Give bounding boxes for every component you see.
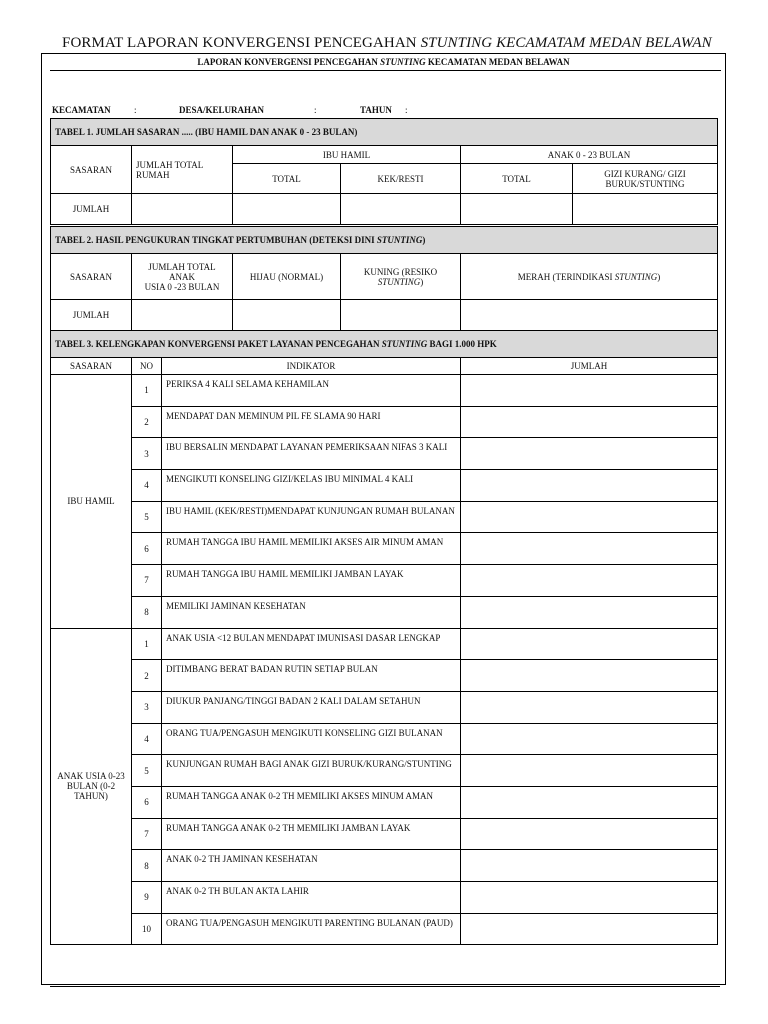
desa-label: DESA/KELURAHAN: [179, 105, 265, 115]
t3-row-jumlah-cell[interactable]: [461, 628, 718, 660]
t3-row-jumlah-cell[interactable]: [461, 786, 718, 818]
t3-row-indikator: KUNJUNGAN RUMAH BAGI ANAK GIZI BURUK/KURANG/STUNTING: [162, 755, 461, 787]
t3-indikator-header: INDIKATOR: [162, 358, 461, 375]
t2-cell[interactable]: [132, 300, 233, 331]
t2-merah-header: MERAH (TERINDIKASI STUNTING): [461, 254, 718, 300]
t3-row-jumlah-cell[interactable]: [461, 375, 718, 407]
table-row: [51, 755, 718, 787]
t3-row-jumlah-cell[interactable]: [461, 882, 718, 914]
t3-row-no: 9: [132, 882, 162, 914]
t3-row-indikator: RUMAH TANGGA ANAK 0-2 TH MEMILIKI JAMBAN LAYAK: [162, 818, 461, 850]
t3-row-indikator: ORANG TUA/PENGASUH MENGIKUTI KONSELING GIZI BULANAN: [162, 723, 461, 755]
title-rule: [50, 70, 721, 71]
table-row: [51, 438, 718, 470]
t3-header-row: [51, 358, 718, 375]
t3-row-no: 3: [132, 438, 162, 470]
table-row: [51, 913, 718, 945]
t1-ibu-hamil-header: IBU HAMIL: [233, 146, 461, 164]
t1-anak-total-header: TOTAL: [461, 164, 573, 194]
t3-row-jumlah-cell[interactable]: [461, 533, 718, 565]
t3-row-no: 10: [132, 913, 162, 945]
t3-row-jumlah-cell[interactable]: [461, 850, 718, 882]
t3-row-no: 2: [132, 660, 162, 692]
table-row: [51, 818, 718, 850]
t3-row-no: 8: [132, 850, 162, 882]
t3-anak-group: [51, 628, 718, 945]
t1-cell[interactable]: [132, 194, 233, 225]
tabel-2: [50, 226, 718, 331]
t3-row-indikator: DIUKUR PANJANG/TINGGI BADAN 2 KALI DALAM SETAHUN: [162, 691, 461, 723]
t3-group-label: IBU HAMIL: [51, 375, 132, 629]
t3-row-no: 4: [132, 470, 162, 502]
t1-sasaran-header: SASARAN: [51, 146, 132, 194]
desa-colon: :: [314, 105, 317, 115]
t3-row-no: 3: [132, 691, 162, 723]
t3-row-no: 7: [132, 818, 162, 850]
t2-jumlah-label: JUMLAH: [51, 300, 132, 331]
tabel-1-title: TABEL 1. JUMLAH SASARAN ..... (IBU HAMIL DAN ANAK 0 - 23 BULAN): [51, 119, 718, 146]
t3-row-indikator: DITIMBANG BERAT BADAN RUTIN SETIAP BULAN: [162, 660, 461, 692]
t3-row-no: 6: [132, 533, 162, 565]
t2-sasaran-header: SASARAN: [51, 254, 132, 300]
kecamatan-label: KECAMATAN: [52, 105, 111, 115]
tabel-3-title: TABEL 3. KELENGKAPAN KONVERGENSI PAKET LAYANAN PENCEGAHAN STUNTING BAGI 1.000 HPK: [51, 331, 718, 358]
tabel-3: [50, 330, 718, 945]
t3-row-no: 7: [132, 565, 162, 597]
t3-jumlah-header: JUMLAH: [461, 358, 718, 375]
t3-row-indikator: IBU HAMIL (KEK/RESTI)MENDAPAT KUNJUNGAN RUMAH BULANAN: [162, 501, 461, 533]
t1-cell[interactable]: [341, 194, 461, 225]
t3-row-no: 2: [132, 406, 162, 438]
t3-row-jumlah-cell[interactable]: [461, 596, 718, 628]
t3-row-jumlah-cell[interactable]: [461, 723, 718, 755]
t2-cell[interactable]: [233, 300, 341, 331]
t3-group-label: ANAK USIA 0-23 BULAN (0-2 TAHUN): [51, 628, 132, 945]
t3-row-indikator: RUMAH TANGGA ANAK 0-2 TH MEMILIKI AKSES MINUM AMAN: [162, 786, 461, 818]
t2-cell[interactable]: [461, 300, 718, 331]
t3-row-jumlah-cell[interactable]: [461, 755, 718, 787]
table-row: [51, 596, 718, 628]
table-row: [51, 470, 718, 502]
table-row: [51, 406, 718, 438]
t2-jumlah-total-anak-header: JUMLAH TOTAL ANAK USIA 0 -23 BULAN: [132, 254, 233, 300]
t2-kuning-header: KUNING (RESIKO STUNTING): [341, 254, 461, 300]
bottom-rule: [50, 986, 720, 987]
t3-row-indikator: PERIKSA 4 KALI SELAMA KEHAMILAN: [162, 375, 461, 407]
t3-no-header: NO: [132, 358, 162, 375]
t1-cell[interactable]: [233, 194, 341, 225]
table-row: [51, 628, 718, 660]
t3-row-indikator: MEMILIKI JAMINAN KESEHATAN: [162, 596, 461, 628]
t1-jumlah-total-rumah-header: JUMLAH TOTAL RUMAH: [132, 146, 233, 194]
t3-row-jumlah-cell[interactable]: [461, 501, 718, 533]
t3-row-indikator: MENDAPAT DAN MEMINUM PIL FE SLAMA 90 HARI: [162, 406, 461, 438]
t3-row-jumlah-cell[interactable]: [461, 660, 718, 692]
t3-row-jumlah-cell[interactable]: [461, 565, 718, 597]
tabel-2-title-row: [51, 227, 718, 254]
table-row: [51, 660, 718, 692]
t3-row-no: 6: [132, 786, 162, 818]
t3-row-indikator: ANAK 0-2 TH JAMINAN KESEHATAN: [162, 850, 461, 882]
t3-row-indikator: IBU BERSALIN MENDAPAT LAYANAN PEMERIKSAAN NIFAS 3 KALI: [162, 438, 461, 470]
t3-row-indikator: ORANG TUA/PENGASUH MENGIKUTI PARENTING BULANAN (PAUD): [162, 913, 461, 945]
t3-row-jumlah-cell[interactable]: [461, 691, 718, 723]
kecamatan-colon: :: [134, 105, 137, 115]
t1-cell[interactable]: [573, 194, 718, 225]
t3-row-no: 5: [132, 501, 162, 533]
t3-row-indikator: ANAK 0-2 TH BULAN AKTA LAHIR: [162, 882, 461, 914]
table-row: [51, 850, 718, 882]
tabel-1: [50, 118, 718, 225]
t3-row-indikator: ANAK USIA <12 BULAN MENDAPAT IMUNISASI DASAR LENGKAP: [162, 628, 461, 660]
t3-row-jumlah-cell[interactable]: [461, 470, 718, 502]
report-frame: [41, 53, 726, 985]
t1-cell[interactable]: [461, 194, 573, 225]
table-row: [51, 375, 718, 407]
table-row: [51, 723, 718, 755]
t1-kek-header: KEK/RESTI: [341, 164, 461, 194]
doc-title: LAPORAN KONVERGENSI PENCEGAHAN STUNTING KECAMATAN MEDAN BELAWAN: [197, 57, 570, 67]
t1-ibu-total-header: TOTAL: [233, 164, 341, 194]
t3-row-indikator: RUMAH TANGGA IBU HAMIL MEMILIKI AKSES AIR MINUM AMAN: [162, 533, 461, 565]
t3-row-indikator: RUMAH TANGGA IBU HAMIL MEMILIKI JAMBAN LAYAK: [162, 565, 461, 597]
t3-row-jumlah-cell[interactable]: [461, 913, 718, 945]
table-row: [51, 533, 718, 565]
tabel-2-title: TABEL 2. HASIL PENGUKURAN TINGKAT PERTUMBUHAN (DETEKSI DINI STUNTING): [51, 227, 718, 254]
t1-jumlah-label: JUMLAH: [51, 194, 132, 225]
t3-row-jumlah-cell[interactable]: [461, 406, 718, 438]
t3-sasaran-header: SASARAN: [51, 358, 132, 375]
t3-row-indikator: MENGIKUTI KONSELING GIZI/KELAS IBU MINIMAL 4 KALI: [162, 470, 461, 502]
t3-ibu-hamil-group: [51, 375, 718, 629]
t3-row-jumlah-cell[interactable]: [461, 438, 718, 470]
t3-row-no: 5: [132, 755, 162, 787]
table-row: [51, 882, 718, 914]
page-title: FORMAT LAPORAN KONVERGENSI PENCEGAHAN STUNTING KECAMATAM MEDAN BELAWAN: [62, 35, 712, 51]
t2-hijau-header: HIJAU (NORMAL): [233, 254, 341, 300]
t3-row-no: 1: [132, 375, 162, 407]
table-row: [51, 501, 718, 533]
t3-row-no: 4: [132, 723, 162, 755]
tabel-1-title-row: [51, 119, 718, 146]
table-row: [51, 691, 718, 723]
t3-row-jumlah-cell[interactable]: [461, 818, 718, 850]
table-row: [51, 786, 718, 818]
t3-row-no: 8: [132, 596, 162, 628]
tabel-3-title-row: [51, 331, 718, 358]
t2-cell[interactable]: [341, 300, 461, 331]
t3-row-no: 1: [132, 628, 162, 660]
t1-gizi-header: GIZI KURANG/ GIZI BURUK/STUNTING: [573, 164, 718, 194]
t1-anak-header: ANAK 0 - 23 BULAN: [461, 146, 718, 164]
table-row: [51, 565, 718, 597]
tahun-label: TAHUN: [360, 105, 392, 115]
tahun-colon: :: [405, 105, 408, 115]
